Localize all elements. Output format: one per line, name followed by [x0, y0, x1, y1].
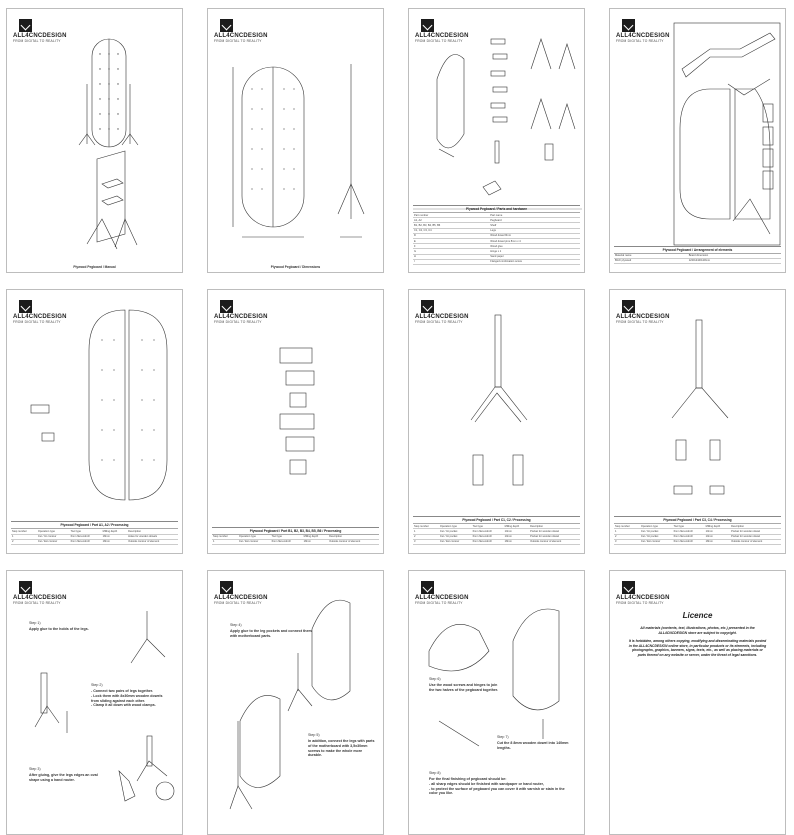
table-cell: Cut / Int contour: [37, 534, 70, 539]
table-cell: 10mm: [705, 534, 730, 539]
step-4-text: Step 4) Apply glue to the leg pockets and connect them with motherboard parts.: [230, 623, 312, 638]
processing-table: Plywood Pegboard / Part A1, A2 / Processing Step number Operation type Tool type Milling depth Description 1 Cut / Int contour 6mm flat endmill 18mm Holes for wooden dowels 2 Cut / Ext contour 6mm flat endmill 18mm Outside contour of element: [11, 521, 178, 545]
page-part-c34-processing: [609, 289, 786, 554]
page-part-c12-processing: [408, 289, 585, 554]
table-cell: Tool type: [271, 535, 303, 540]
table-cell: Step number: [413, 524, 439, 529]
table-cell: Sand paper: [489, 254, 580, 259]
table-cell: 18mm: [303, 539, 328, 544]
table-cell: E: [413, 238, 489, 243]
table-cell: 6mm flat endmill: [472, 539, 504, 544]
table-cell: Flanged combination screw: [489, 259, 580, 264]
page-arrangement: [609, 8, 786, 273]
table-cell: Wood glue: [489, 244, 580, 249]
table-cell: 18mm: [504, 539, 529, 544]
brand-logo: ALL4CNCDESIGN FROM DIGITAL TO REALITY: [13, 581, 67, 605]
table-cell: Material name: [614, 254, 688, 259]
table-cell: Outside contour of element: [127, 539, 178, 544]
table-row: [413, 539, 580, 544]
table-cell: Cut / Int pocket: [439, 534, 472, 539]
table-cell: Holes for wooden dowels: [127, 534, 178, 539]
table-cell: F: [413, 244, 489, 249]
table-row: [212, 539, 379, 544]
pegboard-part-drawing: [7, 290, 183, 554]
step-6-text: Step 6) Use the wood screws and hinges to join the two halves of the pegboard together.: [429, 677, 499, 692]
table-cell: 18mm: [102, 539, 127, 544]
page-dimensions: [207, 8, 384, 273]
legs-part-drawing: [610, 290, 786, 554]
table-cell: Legs: [489, 228, 580, 233]
brand-logo: ALL4CNCDESIGN FROM DIGITAL TO REALITY: [214, 581, 268, 605]
table-cell: Outside contour of element: [328, 539, 379, 544]
table-cell: Part number: [413, 213, 489, 218]
brand-logo: ALL4CNCDESIGN FROM DIGITAL TO REALITY: [616, 300, 670, 324]
table-cell: 2: [614, 534, 640, 539]
table-cell: Milling depth: [102, 529, 127, 534]
table-cell: Step number: [212, 535, 238, 540]
table-cell: Description: [529, 524, 580, 529]
table-cell: 18mm: [102, 534, 127, 539]
table-cell: 6mm flat endmill: [271, 539, 303, 544]
table-cell: Birch plywood: [614, 258, 688, 263]
table-cell: Cut / Ext contour: [37, 539, 70, 544]
brand-logo: ALL4CNCDESIGN FROM DIGITAL TO REALITY: [214, 300, 268, 324]
table-cell: 1: [614, 529, 640, 534]
page-assembly-steps-6-8: [408, 570, 585, 835]
table-cell: 6mm flat endmill: [472, 534, 504, 539]
table-cell: Pocket for wooden dowel: [730, 529, 781, 534]
table-cell: Outside contour of element: [730, 539, 781, 544]
table-cell: Tool type: [472, 524, 504, 529]
table-cell: Milling depth: [705, 524, 730, 529]
table-cell: 6mm flat endmill: [673, 529, 705, 534]
table-cell: Milling depth: [303, 535, 328, 540]
table-cell: 6mm flat endmill: [70, 534, 102, 539]
table-cell: 6mm flat endmill: [70, 539, 102, 544]
table-row: [413, 259, 580, 264]
page-licence: [609, 570, 786, 835]
brand-logo: ALL4CNCDESIGN FROM DIGITAL TO REALITY: [415, 300, 469, 324]
brand-logo: ALL4CNCDESIGN FROM DIGITAL TO REALITY: [214, 19, 268, 43]
table-cell: Shelf: [489, 223, 580, 228]
page-assembly-steps-1-3: [6, 570, 183, 835]
table-cell: Cut / Int pocket: [640, 534, 673, 539]
table-cell: 6mm flat endmill: [673, 539, 705, 544]
table-cell: Tool type: [70, 529, 102, 534]
step-1-text: Step 1) Apply glue to the holds of the legs.: [29, 621, 89, 631]
table-cell: Part name: [489, 213, 580, 218]
table-cell: H: [413, 254, 489, 259]
table-row: [614, 539, 781, 544]
page-manual: [6, 8, 183, 273]
table-cell: Cut / Ext contour: [439, 539, 472, 544]
table-cell: 6mm flat endmill: [673, 534, 705, 539]
brand-logo: ALL4CNCDESIGN FROM DIGITAL TO REALITY: [13, 19, 67, 43]
processing-table: Plywood Pegboard / Part C1, C2 / Processing Step number Operation type Tool type Milling depth Description 1 Cut / Int pocket 6mm flat endmill 10mm Pocket for wooden dowel 2 Cut / Int pocket 6mm flat endmill 10mm Pocket for wooden dowel 3 Cut / Ext contour 6mm flat endmill 18mm Outside contour of element: [413, 516, 580, 545]
table-cell: Milling depth: [504, 524, 529, 529]
pegboard-isometric-drawing: [7, 9, 183, 273]
page-part-a-processing: [6, 289, 183, 554]
table-cell: Pegboard: [489, 218, 580, 223]
table-cell: 3: [614, 539, 640, 544]
table-cell: 10mm: [705, 529, 730, 534]
table-cell: Operation type: [238, 535, 271, 540]
table-cell: D: [413, 233, 489, 238]
table-cell: Cut / Ext contour: [640, 539, 673, 544]
table-cell: Cut / Int pocket: [439, 529, 472, 534]
table-cell: Cut / Ext contour: [238, 539, 271, 544]
table-cell: 2: [11, 539, 37, 544]
table-cell: 10mm: [504, 529, 529, 534]
table-cell: 3: [413, 539, 439, 544]
table-cell: G: [413, 249, 489, 254]
licence-title: Licence: [682, 611, 713, 620]
table-cell: Pocket for wooden dowel: [730, 534, 781, 539]
table-cell: 1: [413, 529, 439, 534]
assembly-steps-drawing: [208, 571, 384, 835]
table-cell: Operation type: [37, 529, 70, 534]
page-part-b-processing: [207, 289, 384, 554]
table-cell: Operation type: [640, 524, 673, 529]
table-cell: Description: [328, 535, 379, 540]
page-caption: Plywood Pegboard / Manual: [73, 265, 116, 269]
step-3-text: Step 3) After gluing, give the legs edges an oval shape using a hand router.: [29, 767, 98, 782]
page-caption: Plywood Pegboard / Dimensions: [270, 265, 321, 269]
table-cell: I: [413, 259, 489, 264]
licence-text: Licence All materials (contents, text, illustrations, photos, etc.) presented in the ALL4CNCDESIGN store are subject to copyright. It is forbidden, among others copying, modifying and disseminating materials posted in the ALL4CNCDESIGN online store, in particular products or its elements, including photographs, graphics, banners, signs, texts, etc., as well as placing materials or parts thereof on any website or server, under the threat of legal sanctions.: [628, 611, 767, 657]
table-cell: 6mm flat endmill: [472, 529, 504, 534]
nesting-layout-drawing: [610, 9, 786, 273]
dimension-drawing: [208, 9, 384, 273]
table-cell: Operation type: [439, 524, 472, 529]
table-cell: A1, A2: [413, 218, 489, 223]
parts-table: Plywood Pegboard / Parts and hardware Part number Part name A1, A2 Pegboard B1, B2, B3, B4, B5, B6 Shelf C1, C2, C3, C4 Legs D Wood dowel 8mm E Wood dowel pins 8mm x 4 F Wood glue G Hinge x 1 H Sand paper I Flanged combination screw: [413, 205, 580, 265]
brand-logo: ALL4CNCDESIGN FROM DIGITAL TO REALITY: [616, 19, 670, 43]
table-cell: Step number: [11, 529, 37, 534]
table-row: [11, 539, 178, 544]
table-cell: Hinge x 1: [489, 249, 580, 254]
table-cell: Outside contour of element: [529, 539, 580, 544]
table-cell: 18mm: [705, 539, 730, 544]
table-cell: C1, C2, C3, C4: [413, 228, 489, 233]
page-assembly-steps-4-5: [207, 570, 384, 835]
table-cell: Pocket for wooden dowel: [529, 534, 580, 539]
brand-logo: ALL4CNCDESIGN FROM DIGITAL TO REALITY: [415, 19, 469, 43]
table-cell: B1, B2, B3, B4, B5, B6: [413, 223, 489, 228]
step-2-text: Step 2) - Connect two pairs of legs together. - Lock them with 8x30mm wooden dowels from sliding against each other. - Clamp it all down with wood clamps.: [91, 683, 163, 708]
table-cell: Wood dowel 8mm: [489, 233, 580, 238]
table-cell: Tool type: [673, 524, 705, 529]
table-cell: 2: [413, 534, 439, 539]
step-8-text: Step 8) For the final finishing of pegboard should be: - all sharp edges should be finished with sandpaper or hand router, - to protect the surface of pegboard you can cover it with varnish or stain in the color you like.: [429, 771, 565, 796]
material-table: Plywood Pegboard / Arrangement of elements Material name Board dimension Birch plywood 1220x2440x18mm: [614, 246, 781, 264]
brand-logo: ALL4CNCDESIGN FROM DIGITAL TO REALITY: [13, 300, 67, 324]
step-5-text: Step 5) In addition, connect the legs with parts of the motherboard with 3,5x30mm screws to make the whole more durable.: [308, 733, 375, 758]
table-cell: Cut / Int pocket: [640, 529, 673, 534]
step-7-text: Step 7) Cut the 8 8mm wooden dowel into 140mm lengths.: [497, 735, 569, 750]
brand-logo: ALL4CNCDESIGN FROM DIGITAL TO REALITY: [616, 581, 670, 605]
shelf-parts-drawing: [208, 290, 384, 554]
table-cell: Board dimension: [688, 254, 781, 259]
page-parts-hardware: [408, 8, 585, 273]
legs-part-drawing: [409, 290, 585, 554]
table-cell: Step number: [614, 524, 640, 529]
table-cell: 10mm: [504, 534, 529, 539]
table-cell: 1: [212, 539, 238, 544]
table-cell: 1220x2440x18mm: [688, 258, 781, 263]
table-row: [614, 258, 781, 263]
brand-logo: ALL4CNCDESIGN FROM DIGITAL TO REALITY: [415, 581, 469, 605]
table-cell: Description: [730, 524, 781, 529]
table-cell: Wood dowel pins 8mm x 4: [489, 238, 580, 243]
processing-table: Plywood Pegboard / Part C3, C4 / Processing Step number Operation type Tool type Milling depth Description 1 Cut / Int pocket 6mm flat endmill 10mm Pocket for wooden dowel 2 Cut / Int pocket 6mm flat endmill 10mm Pocket for wooden dowel 3 Cut / Ext contour 6mm flat endmill 18mm Outside contour of element: [614, 516, 781, 545]
table-cell: Description: [127, 529, 178, 534]
table-cell: Pocket for wooden dowel: [529, 529, 580, 534]
logo-icon: [622, 581, 635, 594]
processing-table: Plywood Pegboard / Part B1, B2, B3, B4, B5, B6 / Processing Step number Operation type Tool type Milling depth Description 1 Cut / Ext contour 6mm flat endmill 18mm Outside contour of element: [212, 527, 379, 545]
table-cell: 1: [11, 534, 37, 539]
